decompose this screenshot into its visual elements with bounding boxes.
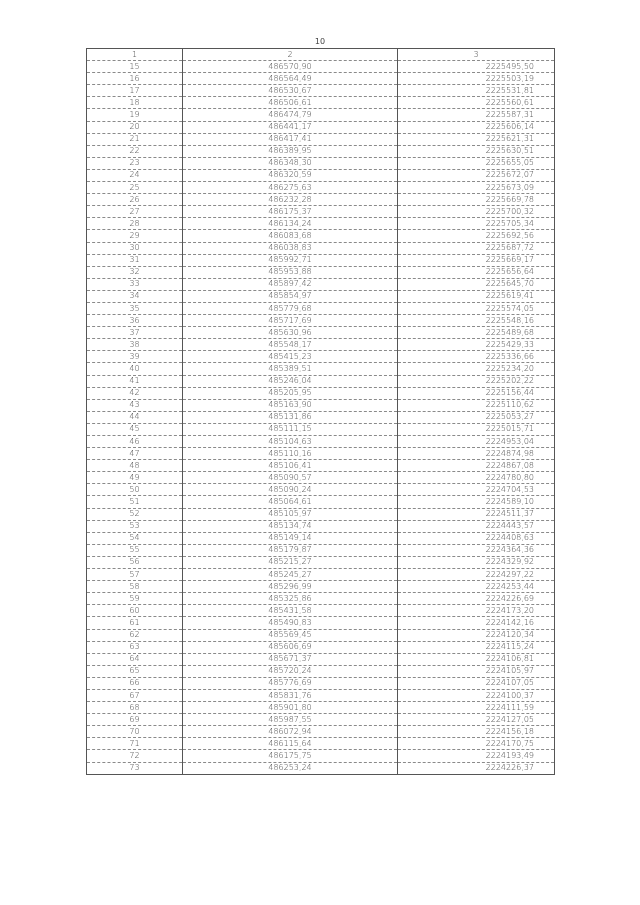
cell-point-number: 21: [87, 133, 183, 145]
cell-y-coordinate: 2225587,31: [398, 109, 555, 121]
cell-point-number: 40: [87, 363, 183, 375]
cell-x-coordinate: 485606,69: [183, 641, 398, 653]
table-row: [87, 411, 555, 423]
table-row: [87, 738, 555, 750]
cell-point-number: 70: [87, 726, 183, 738]
page-number: 10: [314, 37, 326, 46]
cell-point-number: 56: [87, 556, 183, 568]
cell-point-number: 47: [87, 448, 183, 460]
cell-y-coordinate: 2225429,33: [398, 339, 555, 351]
table-row: [87, 702, 555, 714]
cell-y-coordinate: 2224364,36: [398, 544, 555, 556]
cell-y-coordinate: 2225687,72: [398, 242, 555, 254]
cell-x-coordinate: 485134,74: [183, 520, 398, 532]
table-row: [87, 569, 555, 581]
cell-point-number: 58: [87, 581, 183, 593]
cell-x-coordinate: 485245,27: [183, 569, 398, 581]
table-row: [87, 544, 555, 556]
cell-x-coordinate: 485296,99: [183, 581, 398, 593]
cell-x-coordinate: 485131,86: [183, 411, 398, 423]
cell-point-number: 71: [87, 738, 183, 750]
cell-y-coordinate: 2224127,05: [398, 714, 555, 726]
cell-x-coordinate: 485090,57: [183, 472, 398, 484]
cell-y-coordinate: 2225015,71: [398, 423, 555, 435]
cell-x-coordinate: 485490,83: [183, 617, 398, 629]
cell-y-coordinate: 2224115,24: [398, 641, 555, 653]
cell-x-coordinate: 485671,37: [183, 653, 398, 665]
cell-y-coordinate: 2224253,44: [398, 581, 555, 593]
cell-y-coordinate: 2224443,57: [398, 520, 555, 532]
table-row: [87, 133, 555, 145]
cell-point-number: 17: [87, 85, 183, 97]
cell-point-number: 37: [87, 327, 183, 339]
cell-y-coordinate: 2224589,10: [398, 496, 555, 508]
header-row: [87, 49, 555, 61]
cell-y-coordinate: 2224329,92: [398, 556, 555, 568]
cell-point-number: 20: [87, 121, 183, 133]
cell-point-number: 44: [87, 411, 183, 423]
table-row: [87, 484, 555, 496]
cell-y-coordinate: 2225621,31: [398, 133, 555, 145]
cell-y-coordinate: 2224142,16: [398, 617, 555, 629]
table-row: [87, 266, 555, 278]
cell-x-coordinate: 486441,17: [183, 121, 398, 133]
cell-y-coordinate: 2224297,22: [398, 569, 555, 581]
cell-x-coordinate: 485389,51: [183, 363, 398, 375]
table-row: [87, 508, 555, 520]
cell-point-number: 72: [87, 750, 183, 762]
cell-x-coordinate: 485105,97: [183, 508, 398, 520]
cell-y-coordinate: 2225619,41: [398, 290, 555, 302]
cell-y-coordinate: 2225692,56: [398, 230, 555, 242]
cell-x-coordinate: 486072,94: [183, 726, 398, 738]
cell-point-number: 59: [87, 593, 183, 605]
cell-x-coordinate: 485431,58: [183, 605, 398, 617]
table-row: [87, 750, 555, 762]
cell-x-coordinate: 485987,55: [183, 714, 398, 726]
table-row: [87, 387, 555, 399]
cell-x-coordinate: 485246,04: [183, 375, 398, 387]
cell-x-coordinate: 485831,76: [183, 689, 398, 701]
cell-x-coordinate: 485149,14: [183, 532, 398, 544]
table-row: [87, 677, 555, 689]
cell-point-number: 32: [87, 266, 183, 278]
table-row: [87, 496, 555, 508]
cell-x-coordinate: 486083,68: [183, 230, 398, 242]
cell-point-number: 64: [87, 653, 183, 665]
cell-point-number: 51: [87, 496, 183, 508]
cell-y-coordinate: 2224120,34: [398, 629, 555, 641]
table-row: [87, 520, 555, 532]
table-row: [87, 605, 555, 617]
cell-point-number: 16: [87, 73, 183, 85]
cell-point-number: 36: [87, 315, 183, 327]
cell-x-coordinate: 485104,63: [183, 436, 398, 448]
cell-x-coordinate: 486564,49: [183, 73, 398, 85]
cell-y-coordinate: 2225202,22: [398, 375, 555, 387]
cell-y-coordinate: 2224170,75: [398, 738, 555, 750]
cell-y-coordinate: 2224173,20: [398, 605, 555, 617]
cell-point-number: 39: [87, 351, 183, 363]
cell-x-coordinate: 485776,69: [183, 677, 398, 689]
cell-point-number: 19: [87, 109, 183, 121]
cell-y-coordinate: 2225560,61: [398, 97, 555, 109]
cell-y-coordinate: 2224111,59: [398, 702, 555, 714]
table-row: [87, 399, 555, 411]
cell-y-coordinate: 2224226,37: [398, 762, 555, 774]
table-row: [87, 641, 555, 653]
cell-x-coordinate: 485106,41: [183, 460, 398, 472]
table-row: [87, 182, 555, 194]
table-row: [87, 327, 555, 339]
cell-y-coordinate: 2225234,20: [398, 363, 555, 375]
header-cell-point: 1: [87, 49, 183, 61]
cell-point-number: 42: [87, 387, 183, 399]
cell-point-number: 66: [87, 677, 183, 689]
table-row: [87, 460, 555, 472]
cell-y-coordinate: 2224100,37: [398, 689, 555, 701]
cell-point-number: 60: [87, 605, 183, 617]
cell-y-coordinate: 2225574,05: [398, 302, 555, 314]
cell-point-number: 30: [87, 242, 183, 254]
cell-point-number: 45: [87, 423, 183, 435]
cell-y-coordinate: 2225673,09: [398, 182, 555, 194]
cell-y-coordinate: 2225531,81: [398, 85, 555, 97]
cell-y-coordinate: 2225656,64: [398, 266, 555, 278]
header-cell-x: 2: [183, 49, 398, 61]
cell-point-number: 65: [87, 665, 183, 677]
cell-y-coordinate: 2224226,69: [398, 593, 555, 605]
table-row: [87, 436, 555, 448]
table-row: [87, 726, 555, 738]
cell-y-coordinate: 2225630,51: [398, 145, 555, 157]
table-row: [87, 206, 555, 218]
table-row: [87, 423, 555, 435]
cell-x-coordinate: 485953,88: [183, 266, 398, 278]
cell-x-coordinate: 485548,17: [183, 339, 398, 351]
cell-x-coordinate: 486275,63: [183, 182, 398, 194]
table-body: [87, 61, 555, 775]
table-row: [87, 363, 555, 375]
table-row: [87, 85, 555, 97]
cell-x-coordinate: 486115,64: [183, 738, 398, 750]
cell-y-coordinate: 2225700,32: [398, 206, 555, 218]
table-row: [87, 278, 555, 290]
cell-x-coordinate: 485415,23: [183, 351, 398, 363]
cell-point-number: 34: [87, 290, 183, 302]
cell-x-coordinate: 486175,37: [183, 206, 398, 218]
cell-x-coordinate: 486038,83: [183, 242, 398, 254]
cell-y-coordinate: 2225495,50: [398, 61, 555, 73]
cell-x-coordinate: 486175,75: [183, 750, 398, 762]
cell-x-coordinate: 486348,30: [183, 157, 398, 169]
cell-y-coordinate: 2224867,08: [398, 460, 555, 472]
cell-point-number: 62: [87, 629, 183, 641]
cell-x-coordinate: 485569,45: [183, 629, 398, 641]
cell-x-coordinate: 485901,80: [183, 702, 398, 714]
cell-x-coordinate: 485717,69: [183, 315, 398, 327]
cell-x-coordinate: 486320,59: [183, 169, 398, 181]
cell-y-coordinate: 2224107,05: [398, 677, 555, 689]
cell-point-number: 29: [87, 230, 183, 242]
table-row: [87, 617, 555, 629]
cell-x-coordinate: 486530,67: [183, 85, 398, 97]
cell-x-coordinate: 485205,95: [183, 387, 398, 399]
cell-point-number: 31: [87, 254, 183, 266]
cell-point-number: 57: [87, 569, 183, 581]
cell-x-coordinate: 485111,15: [183, 423, 398, 435]
cell-point-number: 50: [87, 484, 183, 496]
cell-y-coordinate: 2224511,37: [398, 508, 555, 520]
table-row: [87, 290, 555, 302]
cell-x-coordinate: 486570,90: [183, 61, 398, 73]
table-row: [87, 97, 555, 109]
cell-point-number: 46: [87, 436, 183, 448]
cell-y-coordinate: 2225705,34: [398, 218, 555, 230]
cell-y-coordinate: 2224780,80: [398, 472, 555, 484]
table-row: [87, 242, 555, 254]
cell-x-coordinate: 485179,87: [183, 544, 398, 556]
cell-y-coordinate: 2225110,62: [398, 399, 555, 411]
cell-y-coordinate: 2225053,27: [398, 411, 555, 423]
cell-x-coordinate: 486474,79: [183, 109, 398, 121]
table-row: [87, 689, 555, 701]
cell-point-number: 49: [87, 472, 183, 484]
cell-y-coordinate: 2225669,17: [398, 254, 555, 266]
cell-x-coordinate: 485090,24: [183, 484, 398, 496]
cell-point-number: 41: [87, 375, 183, 387]
cell-point-number: 22: [87, 145, 183, 157]
cell-point-number: 52: [87, 508, 183, 520]
table-row: [87, 714, 555, 726]
cell-point-number: 35: [87, 302, 183, 314]
table-row: [87, 218, 555, 230]
table-row: [87, 145, 555, 157]
cell-x-coordinate: 485064,61: [183, 496, 398, 508]
cell-point-number: 26: [87, 194, 183, 206]
cell-point-number: 61: [87, 617, 183, 629]
cell-y-coordinate: 2224953,04: [398, 436, 555, 448]
table-row: [87, 762, 555, 774]
cell-point-number: 18: [87, 97, 183, 109]
cell-y-coordinate: 2224874,98: [398, 448, 555, 460]
cell-point-number: 33: [87, 278, 183, 290]
cell-x-coordinate: 486253,24: [183, 762, 398, 774]
table-row: [87, 121, 555, 133]
cell-point-number: 68: [87, 702, 183, 714]
cell-point-number: 48: [87, 460, 183, 472]
cell-x-coordinate: 485630,96: [183, 327, 398, 339]
cell-point-number: 23: [87, 157, 183, 169]
header-cell-y: 3: [398, 49, 555, 61]
cell-y-coordinate: 2225336,66: [398, 351, 555, 363]
cell-y-coordinate: 2225655,05: [398, 157, 555, 169]
cell-point-number: 25: [87, 182, 183, 194]
table-row: [87, 169, 555, 181]
cell-point-number: 15: [87, 61, 183, 73]
cell-point-number: 55: [87, 544, 183, 556]
cell-y-coordinate: 2225672,07: [398, 169, 555, 181]
cell-y-coordinate: 2225156,44: [398, 387, 555, 399]
table-row: [87, 448, 555, 460]
cell-y-coordinate: 2224156,18: [398, 726, 555, 738]
cell-y-coordinate: 2225669,78: [398, 194, 555, 206]
table-row: [87, 532, 555, 544]
cell-x-coordinate: 485779,68: [183, 302, 398, 314]
table-row: [87, 351, 555, 363]
cell-point-number: 28: [87, 218, 183, 230]
table-row: [87, 472, 555, 484]
table-row: [87, 254, 555, 266]
cell-y-coordinate: 2224106,81: [398, 653, 555, 665]
table-row: [87, 230, 555, 242]
table-row: [87, 581, 555, 593]
table-row: [87, 73, 555, 85]
cell-point-number: 27: [87, 206, 183, 218]
cell-point-number: 63: [87, 641, 183, 653]
cell-y-coordinate: 2225548,16: [398, 315, 555, 327]
cell-point-number: 43: [87, 399, 183, 411]
cell-point-number: 53: [87, 520, 183, 532]
table-row: [87, 593, 555, 605]
cell-x-coordinate: 486232,28: [183, 194, 398, 206]
table-row: [87, 315, 555, 327]
cell-x-coordinate: 485325,86: [183, 593, 398, 605]
table-row: [87, 61, 555, 73]
cell-x-coordinate: 485854,97: [183, 290, 398, 302]
cell-y-coordinate: 2225489,68: [398, 327, 555, 339]
cell-x-coordinate: 485215,27: [183, 556, 398, 568]
table-row: [87, 653, 555, 665]
cell-point-number: 38: [87, 339, 183, 351]
cell-point-number: 67: [87, 689, 183, 701]
cell-y-coordinate: 2224704,53: [398, 484, 555, 496]
cell-x-coordinate: 485163,90: [183, 399, 398, 411]
table-row: [87, 194, 555, 206]
cell-x-coordinate: 485897,42: [183, 278, 398, 290]
coordinates-table: [86, 48, 555, 775]
table-header: [87, 49, 555, 61]
cell-y-coordinate: 2225645,70: [398, 278, 555, 290]
table-row: [87, 109, 555, 121]
cell-x-coordinate: 485110,16: [183, 448, 398, 460]
cell-y-coordinate: 2224193,49: [398, 750, 555, 762]
cell-point-number: 73: [87, 762, 183, 774]
cell-y-coordinate: 2224105,97: [398, 665, 555, 677]
cell-x-coordinate: 486417,41: [183, 133, 398, 145]
table-row: [87, 339, 555, 351]
cell-y-coordinate: 2225503,19: [398, 73, 555, 85]
cell-x-coordinate: 486134,24: [183, 218, 398, 230]
table-row: [87, 556, 555, 568]
cell-point-number: 24: [87, 169, 183, 181]
cell-point-number: 54: [87, 532, 183, 544]
cell-x-coordinate: 485720,24: [183, 665, 398, 677]
cell-x-coordinate: 486506,61: [183, 97, 398, 109]
cell-y-coordinate: 2225606,14: [398, 121, 555, 133]
cell-y-coordinate: 2224408,63: [398, 532, 555, 544]
table-row: [87, 665, 555, 677]
cell-x-coordinate: 485992,71: [183, 254, 398, 266]
table-row: [87, 375, 555, 387]
table-row: [87, 629, 555, 641]
table-row: [87, 157, 555, 169]
table-row: [87, 302, 555, 314]
cell-point-number: 69: [87, 714, 183, 726]
cell-x-coordinate: 486389,95: [183, 145, 398, 157]
